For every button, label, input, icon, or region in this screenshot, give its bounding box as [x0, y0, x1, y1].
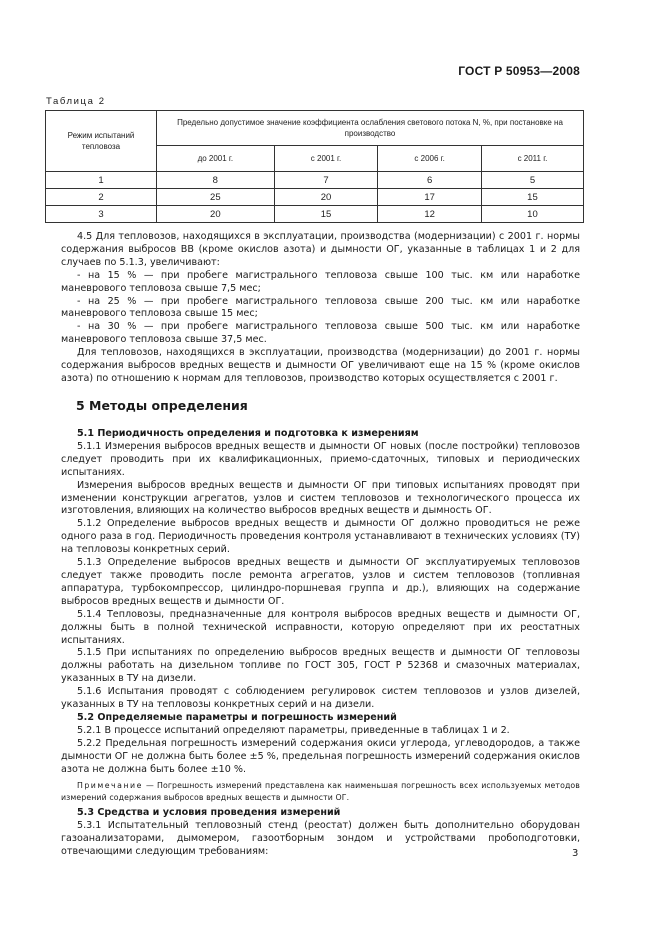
table-cell: 15 [481, 189, 583, 206]
table-header-mode: Режим испытаний тепловоза [46, 111, 157, 172]
subsection-title: 5.3 Средства и условия проведения измерений [77, 807, 341, 819]
table-cell: 7 [274, 172, 378, 189]
note [61, 780, 580, 803]
table-row [46, 172, 584, 189]
paragraph: 5.2.1 В процессе испытаний определяют параметры, приведенные в таблицах 1 и 2. [77, 724, 510, 736]
table-cell-mode: 2 [46, 189, 157, 206]
paragraph: Измерения выбросов вредных веществ и дымности ОГ при типовых испытаниях проводят при изменении конструкции агрегатов, узлов и систем тепловозов и технологического процесса их изготовления, влияющих на количество выбросов вредных веществ и дымность ОГ. [61, 479, 580, 517]
table-cell: 20 [157, 206, 275, 223]
table-cell: 10 [481, 206, 583, 223]
section-5-body [61, 428, 580, 859]
table-cell: 5 [481, 172, 583, 189]
table-cell-mode: 3 [46, 206, 157, 223]
table-col-header: с 2011 г. [481, 146, 583, 172]
table-2 [45, 110, 584, 223]
table-cell-mode: 1 [46, 172, 157, 189]
table-cell: 25 [157, 189, 275, 206]
table-header-row [46, 111, 584, 146]
table-row [46, 189, 584, 206]
subsection-title: 5.1 Периодичность определения и подготовка к измерениям [77, 428, 419, 439]
paragraph: 5.2.2 Предельная погрешность измерений содержания окиси углерода, углеводородов, а также дымности ОГ не должна быть более ±5 %, предельная погрешность измерений содержания окислов азота не должна быть более ±10 %. [61, 737, 580, 775]
paragraph: 5.1.5 При испытаниях по определению выбросов вредных веществ и дымности ОГ тепловозы должны работать на дизельном топливе по ГОСТ 305, ГОСТ Р 52368 и смазочных материалах, указанных в ТУ на дизели. [61, 647, 580, 685]
note-label: Примечание [77, 781, 143, 791]
page-number: 3 [572, 848, 579, 859]
table-col-header: до 2001 г. [157, 146, 275, 172]
paragraph: 5.1.1 Измерения выбросов вредных веществ и дымности ОГ новых (после постройки) тепловозов следует проводить при их квалификационных, приемо-сдаточных, типовых и периодических испытаниях. [61, 440, 580, 478]
paragraph: Для тепловозов, находящихся в эксплуатации, производства (модернизации) до 2001 г. нормы содержания выбросов вредных веществ и дымности ОГ увеличивают еще на 15 % (кроме окислов азота) по отношению к нормам для тепловозов, производство которых осуществляется с 2001 г. [61, 347, 580, 384]
list-item: - на 15 % — при пробеге магистрального тепловоза свыше 100 тыс. км или наработке маневрового тепловоза свыше 7,5 мес; [61, 269, 580, 294]
table-col-header: с 2001 г. [274, 146, 378, 172]
table-col-header: с 2006 г. [378, 146, 482, 172]
table-cell: 6 [378, 172, 482, 189]
paragraph: 5.1.3 Определение выбросов вредных веществ и дымности ОГ эксплуатируемых тепловозов следует также проводить после ремонта агрегатов, узлов и систем тепловозов (топливная аппаратура, турбокомпрессор, цилиндро-поршневая группа и др.), влияющих на содержание выбросов вредных веществ и дымности ОГ. [61, 557, 580, 607]
paragraph: 5.3.1 Испытательный тепловозный стенд (реостат) должен быть дополнительно оборудован газоанализаторами, дымомером, газоотборным зондом и устройствами пробоподготовки, отвечающими следующим требованиям: [61, 820, 580, 858]
clause-4-5 [61, 231, 580, 386]
table-cell: 17 [378, 189, 482, 206]
list-item: - на 25 % — при пробеге магистрального тепловоза свыше 200 тыс. км или наработке маневрового тепловоза свыше 15 мес; [61, 295, 580, 320]
note-text: — Погрешность измерений представлена как наименьшая погрешность всех используемых методов измерений содержания выбросов вредных веществ и дымности ОГ. [61, 781, 580, 802]
section-title: 5 Методы определения [76, 398, 248, 413]
paragraph: 5.1.2 Определение выбросов вредных веществ и дымности ОГ должно проводиться не реже одного раза в год. Периодичность проведения контроля устанавливают в технических условиях (ТУ) на тепловозы конкретных серий. [61, 518, 580, 556]
table-header-main: Предельно допустимое значение коэффициента ослабления светового потока N, %, при постановке на производство [157, 111, 584, 146]
table-caption: Таблица 2 [46, 96, 106, 107]
table-row [46, 206, 584, 223]
table-cell: 12 [378, 206, 482, 223]
document-id: ГОСТ Р 50953—2008 [458, 64, 580, 78]
table-cell: 15 [274, 206, 378, 223]
paragraph: 5.1.4 Тепловозы, предназначенные для контроля выбросов вредных веществ и дымности ОГ, должны быть в полной технической исправности, которую определяют при их реостатных испытаниях. [61, 608, 580, 646]
table-cell: 8 [157, 172, 275, 189]
paragraph: 4.5 Для тепловозов, находящихся в эксплуатации, производства (модернизации) с 2001 г. нормы содержания выбросов ВВ (кроме окислов азота) и дымности ОГ, указанные в таблицах 1 и 2 для случаев по 5.1.3, увеличивают: [61, 231, 580, 268]
table-cell: 20 [274, 189, 378, 206]
list-item: - на 30 % — при пробеге магистрального тепловоза свыше 500 тыс. км или наработке маневрового тепловоза свыше 37,5 мес. [61, 321, 580, 346]
subsection-title: 5.2 Определяемые параметры и погрешность измерений [77, 711, 397, 723]
paragraph: 5.1.6 Испытания проводят с соблюдением регулировок систем тепловозов и узлов дизелей, указанных в ТУ на тепловозы конкретных серий и на дизели. [61, 686, 580, 711]
